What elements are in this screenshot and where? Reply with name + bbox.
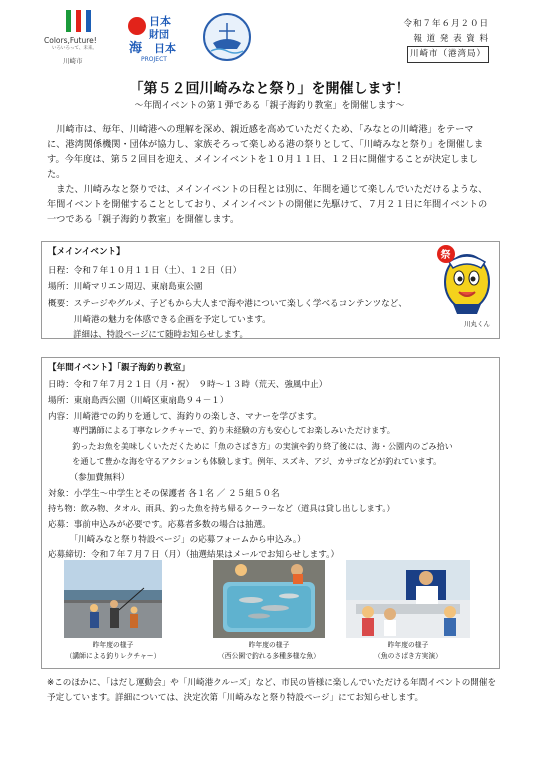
photo-caught-fish	[213, 560, 325, 638]
photo-caption-title: 昨年度の様子	[92, 641, 134, 649]
photo-caption-title: 昨年度の様子	[387, 641, 429, 649]
photo-fishing-lecture	[64, 560, 162, 638]
main-event-line: 場所：川崎マリエン周辺、東扇島東公園	[48, 282, 203, 292]
main-event-line: 川崎港の魅力を体感できる企画を予定しています。	[48, 315, 271, 325]
annual-event-line: を通して豊かな海を守るアクションも体験します。例年、スズキ、アジ、カサゴなどが釣れています。	[48, 456, 442, 466]
annual-event-line: （参加費無料）	[48, 473, 130, 483]
intro-paragraph-2: また、川崎みなと祭りでは、メインイベントの日程とは別に、年間を通じて楽しんでいただけるような、年間イベントを開催することとしており、メインイベントの開催に先駆けて、７月２１日に年間イベントの一つである「親子海釣り教室」を開催します。	[47, 184, 488, 225]
photo-caption	[209, 640, 329, 662]
main-event-box	[41, 241, 500, 339]
release-date: 令和７年６月２０日	[403, 19, 489, 29]
annual-event-box	[41, 357, 500, 669]
kawasaki-colors-logo	[66, 10, 92, 32]
annual-event-line: 日時：令和７年７月２１日（月・祝） ９時～１３時（荒天、強風中止）	[48, 380, 328, 390]
annual-event-line: 応募締切：令和７年７月７日（月）（抽選結果はメールでお知らせします。）	[48, 550, 340, 560]
photo-caption-title: 昨年度の様子	[248, 641, 290, 649]
annual-event-line: 「川崎みなと祭り特設ページ」の応募フォームから申込み。）	[48, 535, 306, 545]
main-event-line: 詳細は、特設ページにて随時お知らせします。	[48, 329, 248, 339]
page-title: 「第５２回川崎みなと祭り」を開催します！	[129, 81, 410, 97]
release-header	[403, 17, 489, 63]
photo-caption	[58, 640, 168, 662]
intro-paragraph-1: 川崎市は、毎年、川崎港への理解を深め、親近感を高めていただくため、「みなとの川崎港」をテーマに、港湾関係機関・団体が協力し、家族そろって楽しめる港の祭りとして、「川崎みなと祭り」を開催します。今年度は、第５２回目を迎え、メインイベントを１０月１１日、１２日に開催することが決定しました。	[47, 124, 484, 180]
annual-event-line: 応募：事前申込みが必要です。応募者多数の場合は抽選。	[48, 520, 271, 530]
mascot-name: 川丸くん	[464, 320, 490, 328]
photo-caption	[348, 640, 468, 662]
page-subtitle: ～年間イベントの第１弾である「親子海釣り教室」を開催します～	[134, 101, 405, 111]
logo-project: PROJECT	[141, 56, 167, 63]
main-event-line: 日程：令和７年１０月１１日（土）、１２日（日）	[48, 266, 242, 276]
logo-char-nippon: 日本	[154, 42, 176, 55]
main-event-line: 概要：ステージやグルメ、子どもから大人まで海や港について楽しく学べるコンテンツなど、	[48, 299, 407, 309]
logo-char-nihon: 日本	[149, 15, 171, 28]
photo-caption-detail: （西公園で釣れる多種多様な魚）	[218, 652, 320, 660]
logo-char-umi: 海	[129, 41, 143, 56]
logo-city: 川崎市	[63, 57, 83, 65]
annual-event-line: 内容：川崎港での釣りを通して、海釣りの楽しさ、マナーを学びます。	[48, 412, 322, 422]
release-type: 報 道 発 表 資 料	[413, 33, 489, 44]
annual-event-line: 専門講師による丁寧なレクチャーで、釣り未経験の方も安心してお楽しみいただけます。	[48, 425, 395, 435]
annual-event-line: 釣ったお魚を美味しくいただくために「魚のさばき方」の実演や釣り終了後には、海・公園内のごみ拾い	[48, 441, 453, 451]
mascot-image	[437, 242, 495, 318]
annual-event-heading: 【年間イベント】「親子海釣り教室」	[48, 363, 190, 373]
main-event-heading: 【メインイベント】	[48, 247, 125, 257]
photo-caption-detail: （講師による釣りレクチャー）	[65, 652, 161, 660]
footnote: ※このほかに、「はだし運動会」や「川崎港クルーズ」など、市民の皆様に楽しんでいただける年間イベントの開催を予定しています。詳細については、決定次第「川崎みなと祭り特設ページ」にてお知らせします。	[47, 678, 497, 703]
logo-text: Colors,Future!	[44, 36, 97, 45]
logo-char-zaidan: 財団	[149, 30, 169, 41]
photo-fish-demo	[346, 560, 470, 638]
mascot-badge: 祭	[440, 250, 451, 261]
port-emblem-logo	[203, 13, 251, 61]
department-box: 川崎市（港湾局）	[407, 46, 489, 63]
annual-event-line: 持ち物：飲み物、タオル、雨具、釣った魚を持ち帰るクーラーなど（道具は貸し出しします。）	[48, 503, 395, 513]
nippon-foundation-logo	[127, 13, 185, 63]
annual-event-line: 対象：小学生～中学生とその保護者 各１名 ／ ２５組５０名	[48, 489, 280, 499]
photo-caption-detail: （魚のさばき方実演）	[374, 652, 442, 660]
logo-subtext: いろいろって、未来。	[52, 46, 97, 51]
annual-event-line: 場所：東扇島西公園（川崎区東扇島９４－１）	[48, 396, 229, 406]
